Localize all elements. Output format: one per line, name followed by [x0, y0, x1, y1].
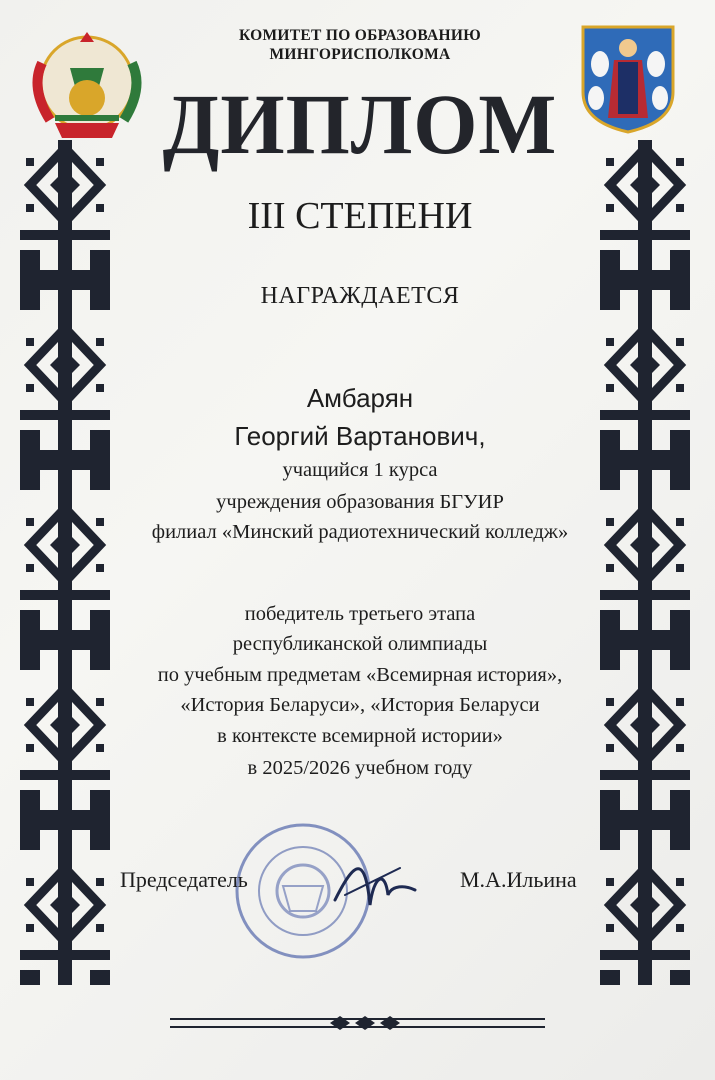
achievement-line-3: по учебным предметам «Всемирная история»,	[157, 664, 563, 686]
recipient-institution: учреждения образования БГУИР	[216, 491, 504, 513]
organization-line-1: КОМИТЕТ ПО ОБРАЗОВАНИЮ	[238, 27, 482, 44]
achievement-line-6: в 2025/2026 учебном году	[247, 757, 473, 779]
achievement-line-2: республиканской олимпиады	[232, 633, 488, 655]
awarded-heading: НАГРАЖДАЕТСЯ	[260, 283, 460, 309]
achievement-line-1: победитель третьего этапа	[244, 603, 476, 625]
bottom-ornament	[170, 1012, 545, 1034]
diploma-title: ДИПЛОМ	[162, 76, 558, 172]
recipient-name: Георгий Вартанович,	[234, 421, 486, 451]
diploma-degree: III СТЕПЕНИ	[247, 195, 473, 237]
signer-name: М.А.Ильина	[460, 867, 577, 892]
recipient-branch: филиал «Минский радиотехнический колледж»	[151, 521, 569, 543]
right-ornament-border	[600, 140, 690, 985]
achievement-line-4: «История Беларуси», «История Беларуси	[180, 694, 540, 716]
minsk-coat-of-arms-icon	[578, 22, 678, 134]
left-ornament-border	[20, 140, 110, 985]
recipient-surname: Амбарян	[306, 383, 414, 413]
organization-line-2: МИНГОРИСПОЛКОМА	[269, 46, 451, 63]
signer-title: Председатель	[120, 867, 248, 892]
achievement-line-5: в контексте всемирной истории»	[217, 725, 503, 747]
recipient-status: учащийся 1 курса	[282, 459, 438, 481]
belarus-state-emblem-icon	[22, 28, 152, 143]
signature-icon	[330, 850, 420, 920]
